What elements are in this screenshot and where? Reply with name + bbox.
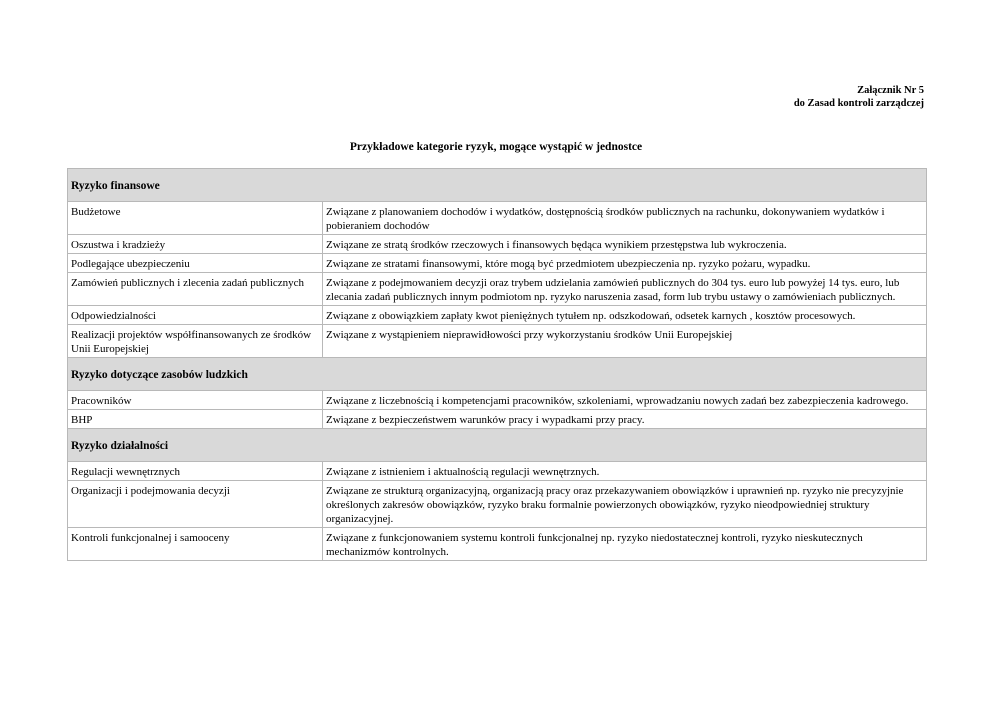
section-title: Ryzyko dotyczące zasobów ludzkich <box>68 358 927 391</box>
table-row <box>68 391 927 410</box>
risk-name: Realizacji projektów współfinansowanych ze środków Unii Europejskiej <box>68 325 323 358</box>
table-row <box>68 325 927 358</box>
risk-table <box>67 168 927 561</box>
table-row <box>68 481 927 528</box>
section-header <box>68 169 927 202</box>
table-row <box>68 202 927 235</box>
attachment-subtitle: do Zasad kontroli zarządczej <box>793 98 924 109</box>
table-row <box>68 306 927 325</box>
risk-description: Związane z funkcjonowaniem systemu kontroli funkcjonalnej np. ryzyko niedostatecznej kontroli, ryzyko nieskutecznych mechanizmów kontrolnych. <box>323 528 927 561</box>
risk-description: Związane z podejmowaniem decyzji oraz trybem udzielania zamówień publicznych do 304 tys. euro lub powyżej 14 tys. euro, lub zlecania zadań publicznych innym podmiotom np. ryzyko naruszenia zasad, form lub trybu ustawy o zamówieniach publicznych. <box>323 273 927 306</box>
risk-name: Odpowiedzialności <box>68 306 323 325</box>
section-title: Ryzyko działalności <box>68 429 927 462</box>
risk-description: Związane z istnieniem i aktualnością regulacji wewnętrznych. <box>323 462 927 481</box>
section-header <box>68 429 927 462</box>
section-header <box>68 358 927 391</box>
table-row <box>68 235 927 254</box>
risk-name: Kontroli funkcjonalnej i samooceny <box>68 528 323 561</box>
risk-description: Związane z obowiązkiem zapłaty kwot pieniężnych tytułem np. odszkodowań, odsetek karnych , kosztów procesowych. <box>323 306 927 325</box>
attachment-number: Załącznik Nr 5 <box>857 85 924 96</box>
risk-description: Związane ze stratą środków rzeczowych i finansowych będąca wynikiem przestępstwa lub wykroczenia. <box>323 235 927 254</box>
table-row <box>68 528 927 561</box>
risk-description: Związane ze strukturą organizacyjną, organizacją pracy oraz przekazywaniem obowiązków i uprawnień np. ryzyko nie precyzyjnie określonych zakresów obowiązków, ryzyko braku formalnie powierzonych obowiązków, ryzyko nieodpowiedniej struktury organizacyjnej. <box>323 481 927 528</box>
page-title: Przykładowe kategorie ryzyk, mogące wystąpić w jednostce <box>349 141 643 153</box>
risk-name: Pracowników <box>68 391 323 410</box>
risk-name: Regulacji wewnętrznych <box>68 462 323 481</box>
table-row <box>68 254 927 273</box>
risk-name: Podlegające ubezpieczeniu <box>68 254 323 273</box>
risk-description: Związane z planowaniem dochodów i wydatków, dostępnością środków publicznych na rachunku, dokonywaniem wydatków i pobieraniem dochodów <box>323 202 927 235</box>
table-row <box>68 410 927 429</box>
risk-name: Organizacji i podejmowania decyzji <box>68 481 323 528</box>
section-title: Ryzyko finansowe <box>68 169 927 202</box>
attachment-header <box>794 84 924 110</box>
risk-description: Związane z bezpieczeństwem warunków pracy i wypadkami przy pracy. <box>323 410 927 429</box>
table-row <box>68 273 927 306</box>
table-row <box>68 462 927 481</box>
risk-description: Związane ze stratami finansowymi, które mogą być przedmiotem ubezpieczenia np. ryzyko pożaru, wypadku. <box>323 254 927 273</box>
risk-name: Zamówień publicznych i zlecenia zadań publicznych <box>68 273 323 306</box>
risk-name: Budżetowe <box>68 202 323 235</box>
risk-name: Oszustwa i kradzieży <box>68 235 323 254</box>
risk-description: Związane z wystąpieniem nieprawidłowości przy wykorzystaniu środków Unii Europejskiej <box>323 325 927 358</box>
risk-name: BHP <box>68 410 323 429</box>
risk-description: Związane z liczebnością i kompetencjami pracowników, szkoleniami, wprowadzaniu nowych zadań bez zabezpieczenia kadrowego. <box>323 391 927 410</box>
